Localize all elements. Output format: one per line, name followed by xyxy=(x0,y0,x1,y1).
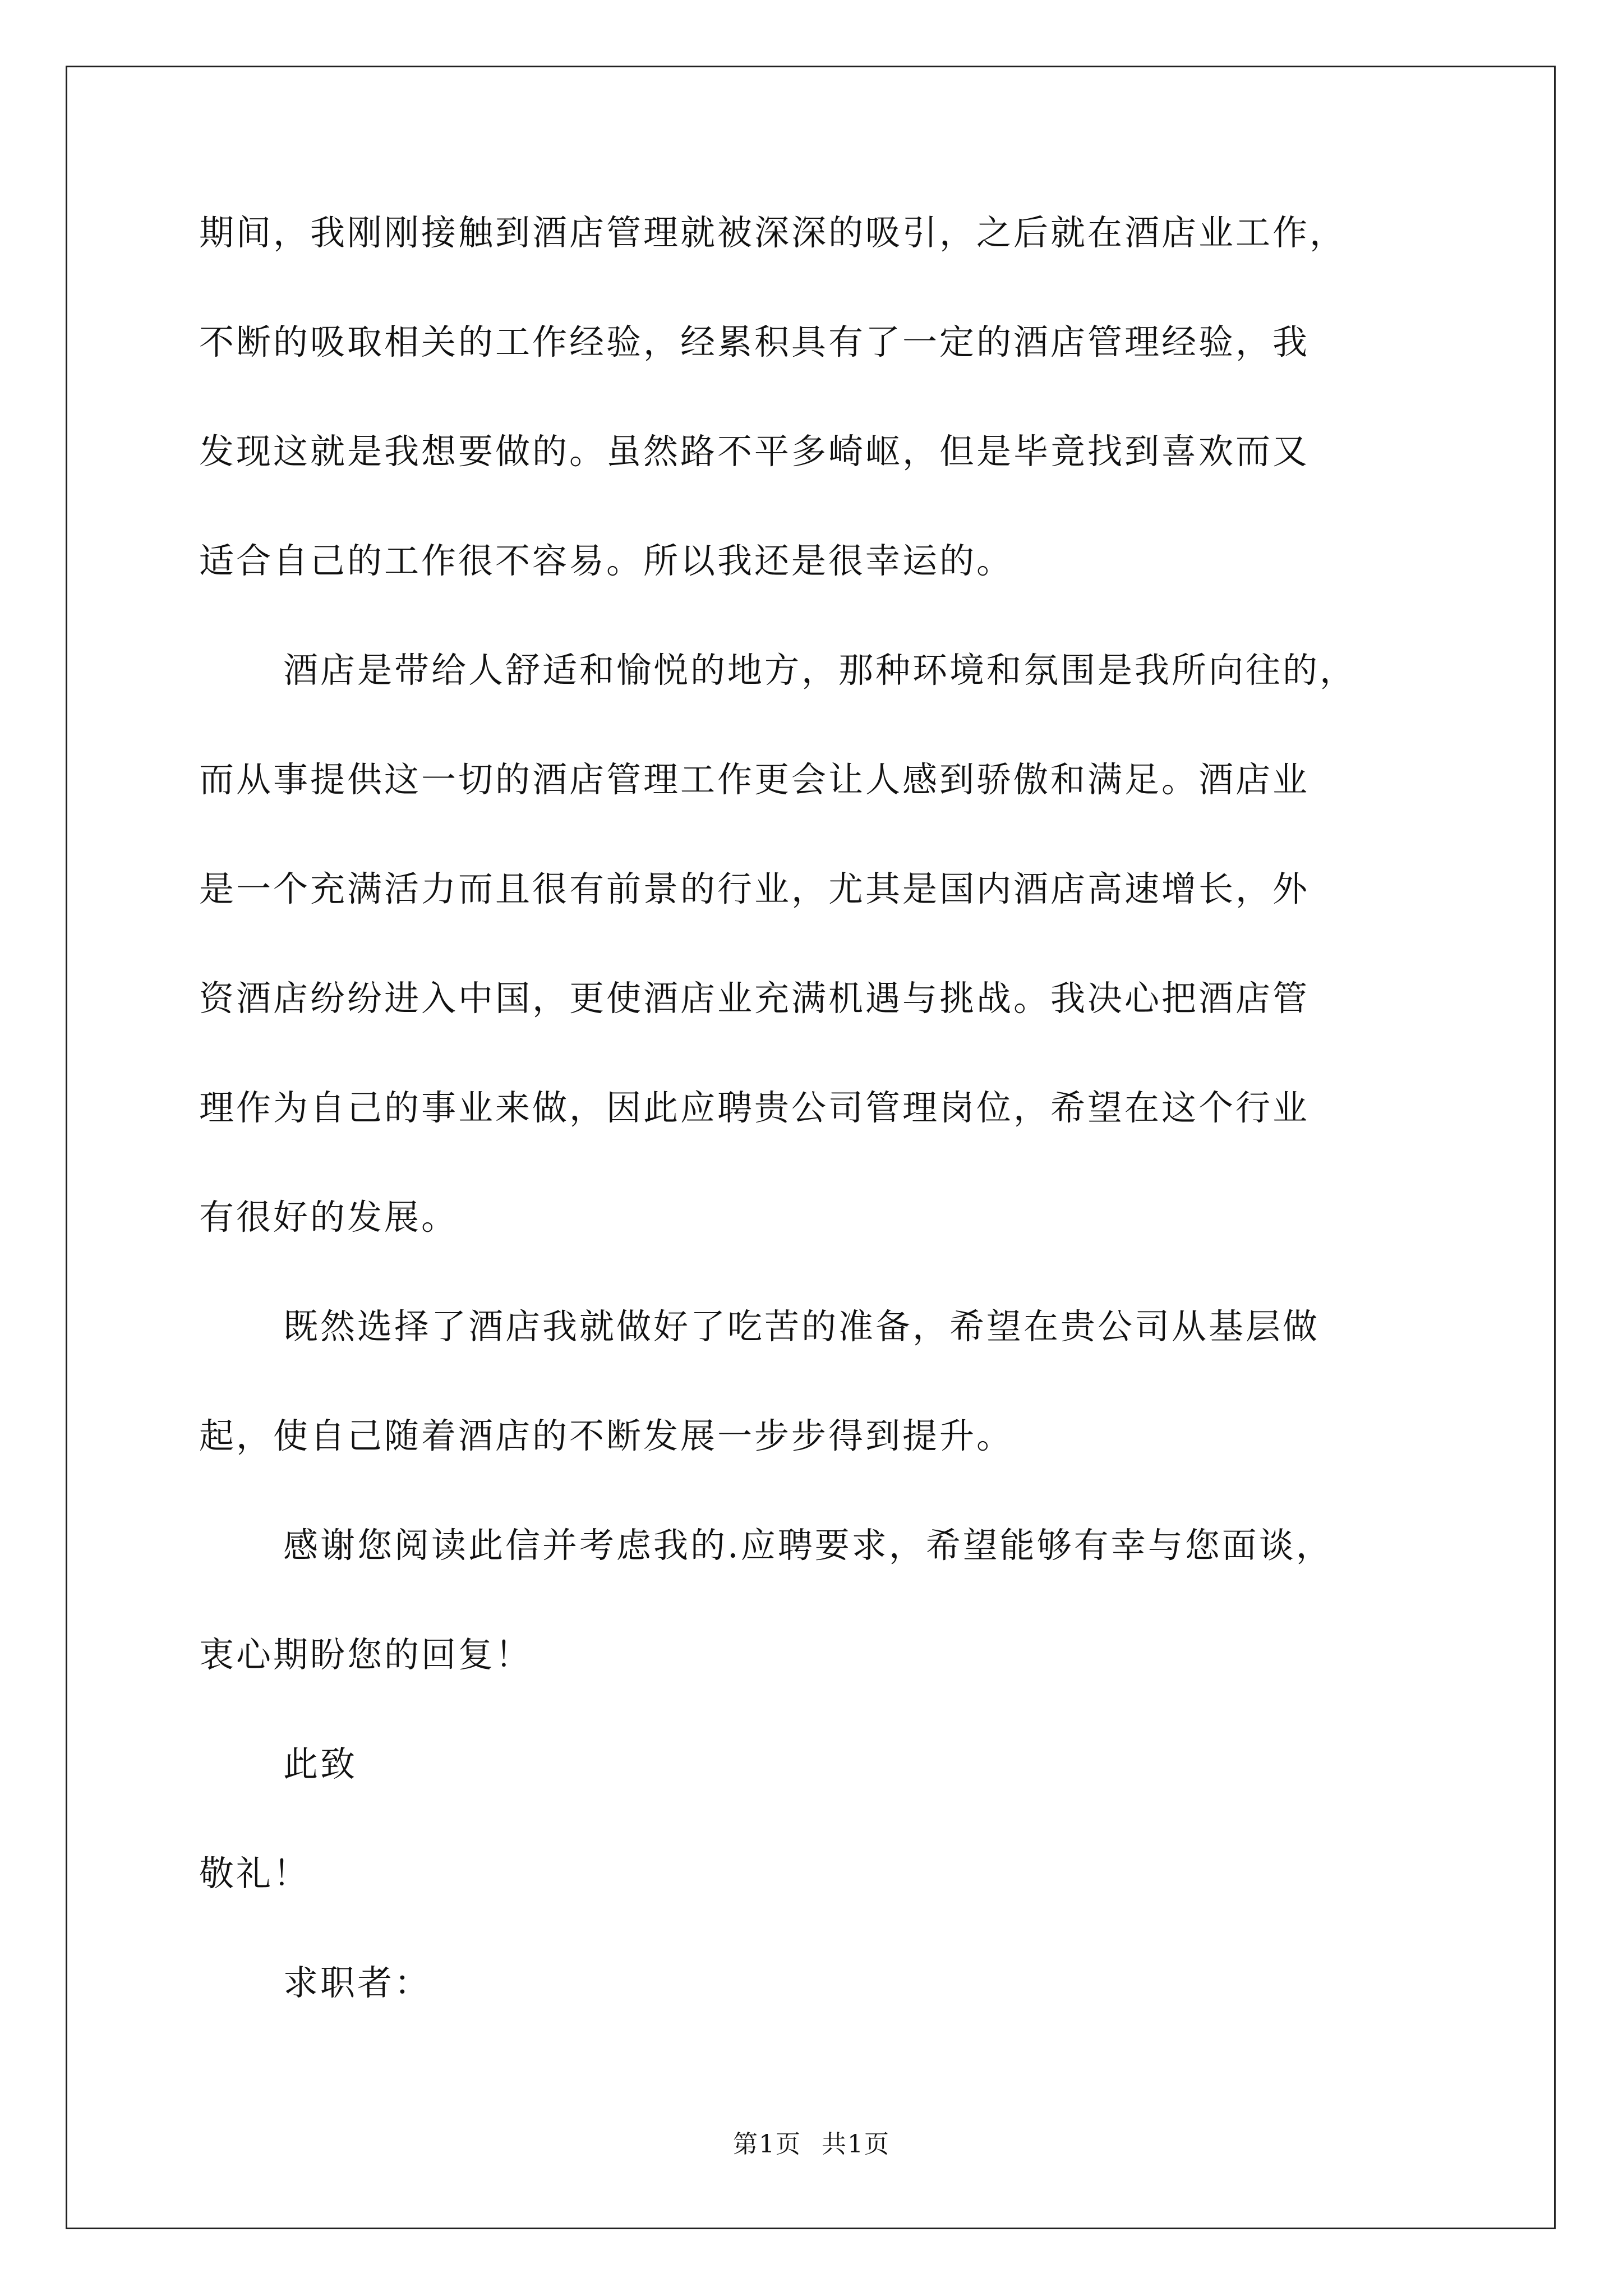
page-number: 第1页 xyxy=(733,2130,801,2159)
page-total: 共1页 xyxy=(822,2130,890,2159)
body-line: 既然选择了酒店我就做好了吃苦的准备，希望在贵公司从基层做 xyxy=(283,1306,1320,1347)
page-border xyxy=(66,66,1556,2229)
closing-regards: 敬礼！ xyxy=(199,1853,311,1894)
body-line: 酒店是带给人舒适和愉悦的地方，那种环境和氛围是我所向往的， xyxy=(283,650,1357,691)
body-line: 感谢您阅读此信并考虑我的.应聘要求，希望能够有幸与您面谈， xyxy=(283,1525,1333,1566)
body-line: 起，使自己随着酒店的不断发展一步步得到提升。 xyxy=(199,1415,1014,1456)
body-line: 是一个充满活力而且很有前景的行业，尤其是国内酒店高速增长，外 xyxy=(199,868,1310,909)
closing-salutation: 此致 xyxy=(283,1743,358,1784)
body-line: 适合自己的工作很不容易。所以我还是很幸运的。 xyxy=(199,540,1014,581)
body-line: 有很好的发展。 xyxy=(199,1197,459,1237)
body-line: 发现这就是我想要做的。虽然路不平多崎岖，但是毕竟找到喜欢而又 xyxy=(199,431,1310,472)
body-line: 而从事提供这一切的酒店管理工作更会让人感到骄傲和满足。酒店业 xyxy=(199,759,1310,800)
body-line: 不断的吸取相关的工作经验，经累积具有了一定的酒店管理经验，我 xyxy=(199,321,1310,362)
page-footer xyxy=(0,2128,1623,2161)
signature-label: 求职者： xyxy=(283,1962,432,2003)
body-line: 理作为自己的事业来做，因此应聘贵公司管理岗位，希望在这个行业 xyxy=(199,1087,1310,1128)
body-line: 期间，我刚刚接触到酒店管理就被深深的吸引，之后就在酒店业工作， xyxy=(199,212,1347,253)
body-line: 资酒店纷纷进入中国，更使酒店业充满机遇与挑战。我决心把酒店管 xyxy=(199,978,1310,1019)
body-line: 衷心期盼您的回复！ xyxy=(199,1634,533,1675)
